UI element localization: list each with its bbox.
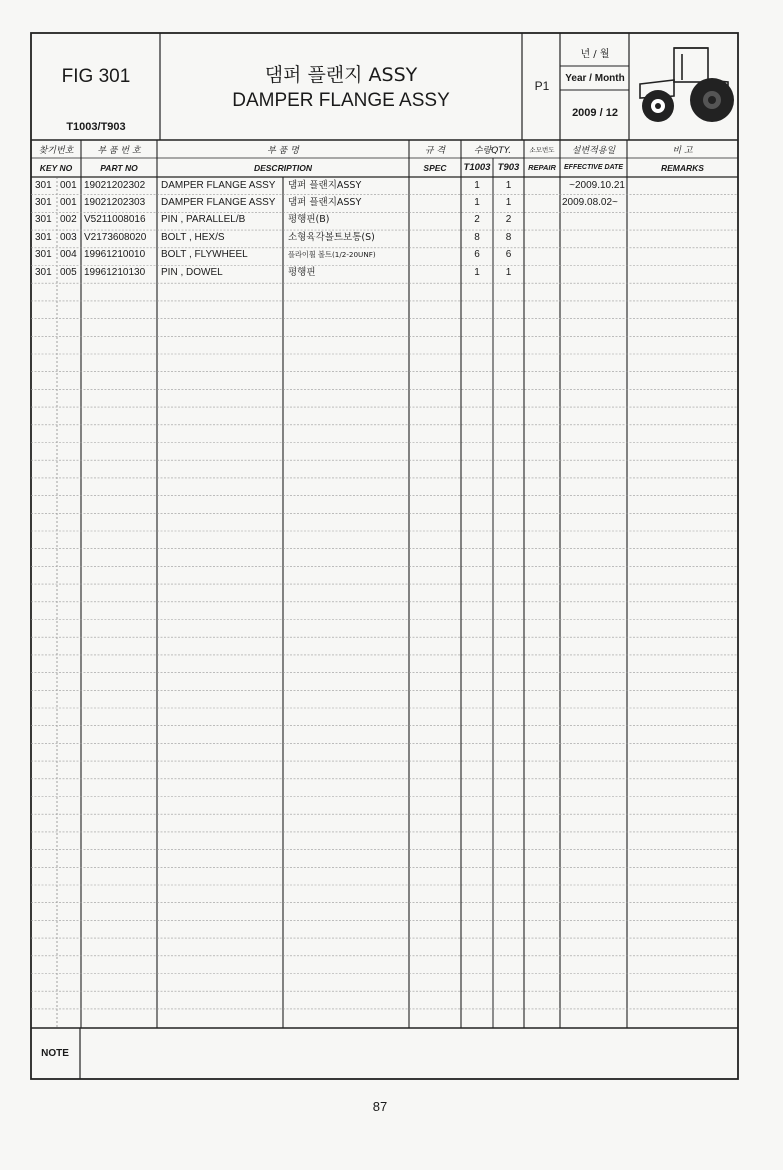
table-row xyxy=(0,246,783,264)
col-repair-ko: 소모번도 xyxy=(529,145,555,154)
qty-t903: 8 xyxy=(505,232,512,243)
table-row xyxy=(0,177,783,195)
qty-t1003: 8 xyxy=(474,232,480,243)
fig-no: 301 xyxy=(35,214,52,225)
col-key-ko: 찾기번호 xyxy=(38,145,74,156)
tractor-icon xyxy=(632,40,734,128)
table-row xyxy=(0,194,783,212)
description-ko: 플라이휠 볼트(1/2-20UNF) xyxy=(288,250,376,259)
year-month-value: 2009 / 12 xyxy=(572,107,618,119)
year-month-label-korean: 년 / 월 xyxy=(580,48,610,60)
col-desc-en: DESCRIPTION xyxy=(253,162,313,173)
title-english: DAMPER FLANGE ASSY xyxy=(232,90,450,111)
col-effective-ko: 설변적용일 xyxy=(571,145,616,156)
qty-t1003: 6 xyxy=(474,249,480,260)
figure-number: FIG 301 xyxy=(61,66,131,87)
page-number: 87 xyxy=(372,1098,388,1114)
col-part-en: PART NO xyxy=(100,162,138,173)
col-spec-ko: 규 격 xyxy=(424,145,446,156)
qty-t1003: 1 xyxy=(474,267,480,278)
table-row xyxy=(0,264,783,282)
col-spec-en: SPEC xyxy=(423,162,447,173)
description-ko: 평행핀 xyxy=(288,267,316,278)
description-en: BOLT , HEX/S xyxy=(161,232,225,243)
fig-no: 301 xyxy=(35,267,52,278)
key-no: 001 xyxy=(60,197,77,208)
fig-no: 301 xyxy=(35,180,52,191)
table-row xyxy=(0,211,783,229)
description-en: DAMPER FLANGE ASSY xyxy=(161,180,276,191)
note-area xyxy=(82,1030,736,1077)
col-desc-ko: 부 품 명 xyxy=(267,145,299,156)
part-no: 19021202302 xyxy=(84,180,146,191)
key-no: 004 xyxy=(60,249,77,260)
description-en: BOLT , FLYWHEEL xyxy=(161,249,248,260)
part-no: 19961210010 xyxy=(84,249,146,260)
model-codes: T1003/T903 xyxy=(66,121,126,133)
description-ko: 평행핀(B) xyxy=(288,214,330,225)
part-no: 19961210130 xyxy=(84,267,146,278)
col-key-en: KEY NO xyxy=(39,162,73,173)
qty-t903: 2 xyxy=(505,214,512,225)
part-no: V5211008016 xyxy=(84,214,146,225)
year-month-label: Year / Month xyxy=(565,72,625,84)
qty-t903: 1 xyxy=(505,180,512,191)
col-part-ko: 부 품 번 호 xyxy=(97,145,141,156)
key-no: 005 xyxy=(60,267,77,278)
effective-date: ~2009.10.21 xyxy=(569,180,625,191)
col-qty-t903: T903 xyxy=(497,162,520,173)
description-en: DAMPER FLANGE ASSY xyxy=(161,197,276,208)
table-row xyxy=(0,229,783,247)
qty-t903: 1 xyxy=(505,197,512,208)
page-code: P1 xyxy=(534,79,550,93)
qty-t903: 1 xyxy=(505,267,512,278)
qty-t1003: 1 xyxy=(474,180,480,191)
key-no: 003 xyxy=(60,232,77,243)
title-korean: 댐퍼 플랜지 ASSY xyxy=(264,63,418,86)
col-remarks-en: REMARKS xyxy=(661,162,704,173)
key-no: 001 xyxy=(60,180,77,191)
fig-no: 301 xyxy=(35,232,52,243)
col-remarks-ko: 비 고 xyxy=(672,145,693,156)
description-en: PIN , DOWEL xyxy=(161,267,223,278)
col-qty: 수량QTY. xyxy=(473,145,512,156)
description-ko: 댐퍼 플랜지ASSY xyxy=(288,197,362,208)
note-label: NOTE xyxy=(41,1047,69,1059)
part-no: 19021202303 xyxy=(84,197,146,208)
key-no: 002 xyxy=(60,214,77,225)
effective-date: 2009.08.02~ xyxy=(562,197,618,208)
qty-t1003: 2 xyxy=(474,214,480,225)
qty-t1003: 1 xyxy=(474,197,480,208)
fig-no: 301 xyxy=(35,249,52,260)
part-no: V2173608020 xyxy=(84,232,147,243)
col-qty-t1003: T1003 xyxy=(463,162,491,173)
description-ko: 댐퍼 플랜지ASSY xyxy=(288,180,362,191)
col-repair-en: REPAIR xyxy=(528,163,556,172)
fig-no: 301 xyxy=(35,197,52,208)
description-en: PIN , PARALLEL/B xyxy=(161,214,246,225)
description-ko: 소형육각볼트보통(S) xyxy=(288,232,375,243)
col-effective-en: EFFECTIVE DATE xyxy=(564,164,623,171)
qty-t903: 6 xyxy=(505,249,512,260)
